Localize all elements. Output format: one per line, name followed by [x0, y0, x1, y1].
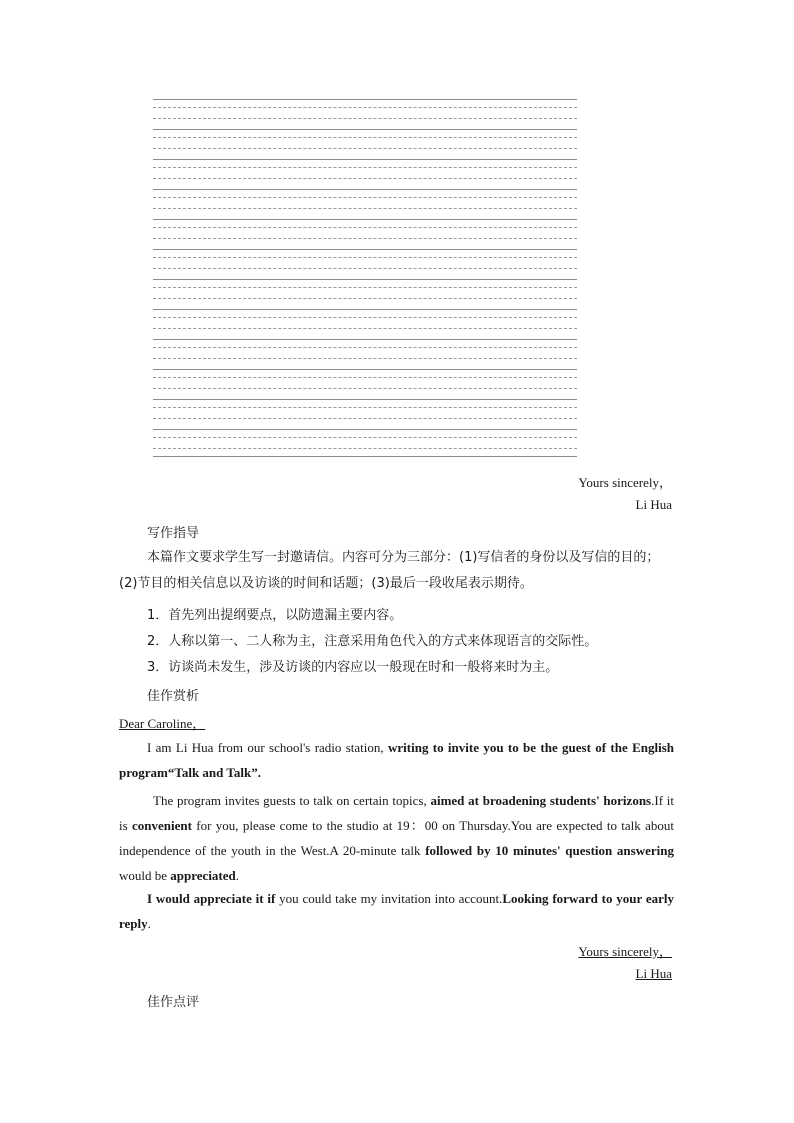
- solid-rule: [153, 99, 577, 100]
- dashed-rule: [153, 418, 577, 419]
- solid-rule: [153, 399, 577, 400]
- solid-rule: [153, 249, 577, 250]
- p2-bold-h: appreciated: [170, 868, 236, 883]
- dashed-rule: [153, 167, 577, 168]
- dashed-rule: [153, 448, 577, 449]
- p3-bold-a: I would appreciate it if: [147, 891, 276, 906]
- dashed-rule: [153, 257, 577, 258]
- dashed-rule: [153, 107, 577, 108]
- p2-text-c: .If it is: [119, 793, 674, 833]
- writing-lines: [153, 99, 577, 459]
- dashed-rule: [153, 208, 577, 209]
- guidance-point-3: 3．访谈尚未发生，涉及访谈的内容应以一般现在时和一般将来时为主。: [147, 660, 559, 675]
- sample-paragraph-2: [119, 788, 674, 888]
- p2-text-a: The program invites guests to talk on certain topics,: [153, 793, 431, 808]
- sample-paragraph-3: [119, 886, 674, 936]
- dashed-rule: [153, 227, 577, 228]
- sample-title: 佳作赏析: [147, 689, 200, 704]
- guidance-point-2: 2．人称以第一、二人称为主，注意采用角色代入的方式来体现语言的交际性。: [147, 634, 598, 649]
- sample-name: Li Hua: [635, 966, 672, 981]
- guidance-intro: 本篇作文要求学生写一封邀请信。内容可分为三部分：(1)写信者的身份以及写信的目的；(2)节目的相关信息以及访谈的时间和话题；(3)最后一段收尾表示期待。: [119, 550, 660, 591]
- p2-bold-b: aimed at broadening students' horizons: [430, 793, 652, 808]
- solid-rule: [153, 159, 577, 160]
- dashed-rule: [153, 388, 577, 389]
- p2-text-g: would be: [119, 868, 171, 883]
- review-title: 佳作点评: [147, 995, 200, 1010]
- writing-line: [153, 429, 577, 459]
- p3-text-d: .: [147, 916, 151, 931]
- dashed-rule: [153, 178, 577, 179]
- closing-name: Li Hua: [635, 497, 672, 512]
- dashed-rule: [153, 377, 577, 378]
- writing-line: [153, 99, 577, 129]
- dashed-rule: [153, 358, 577, 359]
- dashed-rule: [153, 328, 577, 329]
- writing-line: [153, 189, 577, 219]
- p3-bold-c: Looking forward to your early reply: [119, 891, 674, 931]
- salutation: Dear Caroline，: [119, 716, 206, 731]
- writing-line: [153, 129, 577, 159]
- writing-line: [153, 309, 577, 339]
- writing-line: [153, 339, 577, 369]
- dashed-rule: [153, 437, 577, 438]
- sample-paragraph-1: [119, 735, 674, 785]
- solid-rule: [153, 369, 577, 370]
- solid-rule: [153, 456, 577, 457]
- dashed-rule: [153, 268, 577, 269]
- dashed-rule: [153, 197, 577, 198]
- dashed-rule: [153, 137, 577, 138]
- writing-line: [153, 219, 577, 249]
- p2-bold-f: followed by 10 minutes' question answering: [425, 843, 674, 858]
- writing-line: [153, 279, 577, 309]
- solid-rule: [153, 189, 577, 190]
- solid-rule: [153, 429, 577, 430]
- p2-text-e: for you, please come to the studio at 19：00 on Thursday.You are expected to talk about independence of the youth in the West.A 20-minute talk: [119, 818, 675, 858]
- solid-rule: [153, 219, 577, 220]
- dashed-rule: [153, 317, 577, 318]
- guidance-title: 写作指导: [147, 526, 200, 541]
- p1-text: I am Li Hua from our school's radio station,: [147, 740, 388, 755]
- solid-rule: [153, 339, 577, 340]
- writing-line: [153, 159, 577, 189]
- dashed-rule: [153, 287, 577, 288]
- writing-line: [153, 249, 577, 279]
- sample-sign-off: Yours sincerely，: [578, 944, 672, 959]
- dashed-rule: [153, 238, 577, 239]
- dashed-rule: [153, 118, 577, 119]
- dashed-rule: [153, 407, 577, 408]
- solid-rule: [153, 129, 577, 130]
- writing-line: [153, 399, 577, 429]
- p3-text-b: you could take my invitation into account.: [275, 891, 503, 906]
- writing-line: [153, 369, 577, 399]
- solid-rule: [153, 309, 577, 310]
- closing-sign-off: Yours sincerely，: [578, 475, 672, 490]
- dashed-rule: [153, 298, 577, 299]
- guidance-point-1: 1．首先列出提纲要点，以防遗漏主要内容。: [147, 608, 403, 623]
- p2-bold-d: convenient: [132, 818, 192, 833]
- p2-text-i: .: [235, 868, 240, 883]
- solid-rule: [153, 279, 577, 280]
- dashed-rule: [153, 347, 577, 348]
- p1-bold: writing to invite you to be the guest of the English program“Talk and Talk”.: [119, 740, 675, 780]
- dashed-rule: [153, 148, 577, 149]
